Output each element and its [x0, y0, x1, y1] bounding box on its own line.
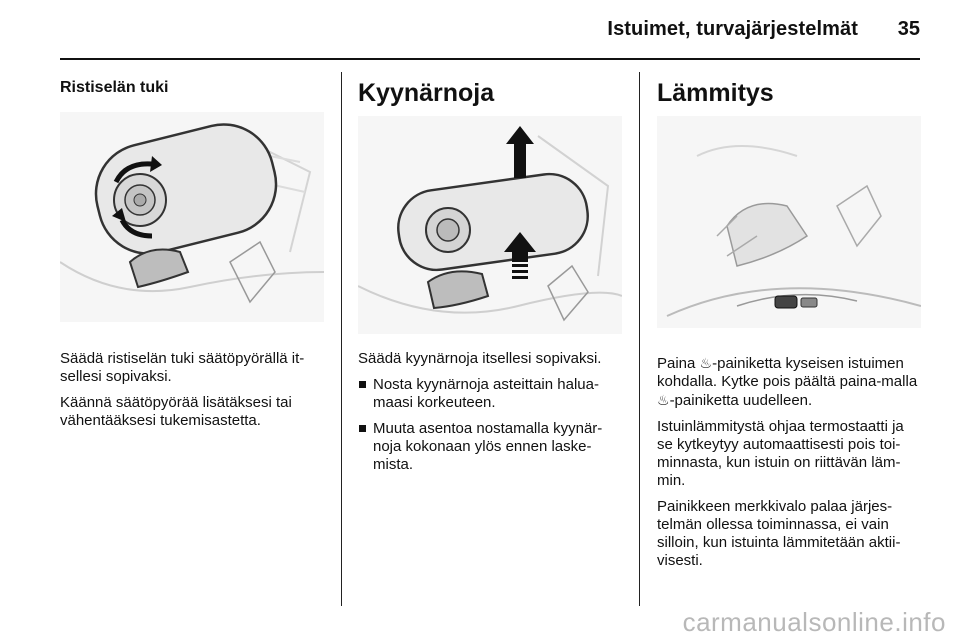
armrest-heading: Kyynärnoja [358, 79, 495, 107]
column-divider-1 [341, 72, 342, 606]
armrest-bullet-list [358, 376, 622, 474]
armrest-intro: Säädä kyynärnoja itsellesi sopivaksi. [358, 350, 602, 367]
page-number: 35 [897, 18, 920, 40]
heating-heading: Lämmitys [657, 79, 774, 107]
lumbar-support-illustration [60, 112, 324, 322]
seat-heating-drawing [657, 116, 921, 328]
heating-illustration [657, 116, 921, 328]
armrest-bullet-1: Nosta kyynärnoja asteittain halua-maasi korkeuteen. [358, 376, 622, 412]
watermark: carmanualsonline.info [682, 607, 946, 637]
armrest-illustration [358, 116, 622, 334]
lumbar-support-section [60, 72, 324, 438]
header-rule [60, 58, 920, 60]
armrest-section [358, 72, 622, 482]
lumbar-support-heading: Ristiselän tuki [60, 79, 169, 96]
heating-paragraph-2: Istuinlämmitystä ohjaa termostaatti ja se kytkeytyy automaattisesti pois toi-minnasta, kun istuin on riittävän läm-min. [657, 418, 904, 489]
armrest-drawing [358, 116, 622, 334]
column-divider-2 [639, 72, 640, 606]
lumbar-paragraph-1: Säädä ristiselän tuki säätöpyörällä it-sellesi sopivaksi. [60, 350, 305, 385]
armrest-bullet-2: Muuta asentoa nostamalla kyynär-noja kokonaan ylös ennen laske-mista. [358, 420, 622, 474]
heating-paragraph-1: Paina ♨-painiketta kyseisen istuimen kohdalla. Kytke pois päältä paina-malla ♨-painiketta uudelleen. [657, 355, 918, 409]
seat-heating-icon: ♨ [699, 355, 713, 371]
header-title: Istuimet, turvajärjestelmät [607, 18, 858, 40]
seat-heating-icon: ♨ [657, 392, 670, 408]
heating-paragraph-3: Painikkeen merkkivalo palaa järjes-telmän ollessa toiminnassa, ei vain silloin, kun istuinta lämmitetään aktii-visesti. [657, 498, 901, 569]
lumbar-knob-drawing [60, 112, 324, 322]
lumbar-paragraph-2: Käännä säätöpyörää lisätäksesi tai vähentääksesi tukemisastetta. [60, 394, 292, 429]
heating-section [657, 72, 921, 578]
